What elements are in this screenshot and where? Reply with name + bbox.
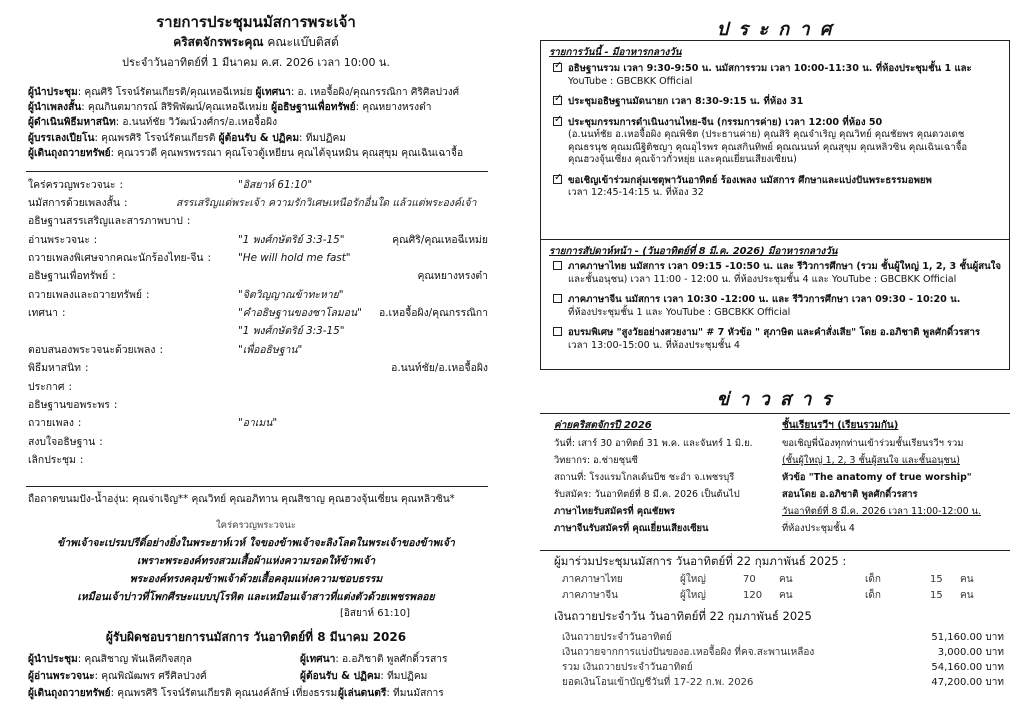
offering-label: ยอดเงินโอนเข้าบัญชีวันที่ 17-22 ก.พ. 2026: [562, 677, 754, 688]
next-staff-name: : คุณสิชาญ พันเลิศกิจสกุล: [77, 654, 193, 665]
service-item-colon: :: [159, 344, 163, 356]
service-item-colon: :: [85, 362, 89, 374]
service-date: ประจำวันอาทิตย์ที่ 1 มีนาคม ค.ศ. 2026 เวลา 10:00 น.: [122, 56, 390, 69]
checklist-item: [553, 327, 1005, 352]
service-item-person: อ.เหอจื้อผิง/คุณกรรณิกา: [379, 307, 488, 319]
next-staff-row: [300, 653, 448, 666]
staff-role: ผู้เดินถุงถวายทรัพย์: [28, 148, 111, 159]
service-item: [28, 306, 488, 320]
checkbox-icon: [553, 327, 562, 336]
checklist-item: [553, 294, 1005, 319]
checkbox-icon: [553, 175, 562, 184]
checklist-text: ประชุมอธิษฐานมัดนายก เวลา 8:30-9:15 น. ที่ห้อง 31: [568, 96, 804, 107]
staff-role: ผู้นำเพลงสั้น: [28, 102, 82, 113]
service-item-colon: :: [112, 270, 116, 282]
checklist-text: YouTube : GBCBKK Official: [568, 75, 693, 87]
checklist-text: ที่ห้องประชุมชั้น 1 และ YouTube : GBCBKK Official: [568, 306, 791, 318]
service-item-label: ถวายเพลงพิเศษจากคณะนักร้องไทย-จีน: [28, 252, 204, 264]
service-item: [28, 288, 488, 302]
next-staff-row: [300, 670, 427, 683]
service-item-detail: "อาเมน": [238, 417, 278, 429]
next-staff-role: ผู้อ่านพระวจนะ: [28, 671, 95, 682]
service-item-detail: "He will hold me fast": [238, 252, 351, 264]
staff-name: : อ.นนท์ชัย วิวัฒน์วงศ์กร/อ.เหอจื้อผิง: [115, 117, 278, 128]
service-item-detail: สรรเสริญแด่พระเจ้า ความรักวิเศษเหนือรักอื่นใด แล้วแต่พระองค์เจ้า: [176, 197, 477, 209]
today-header: รายการวันนี้ - มีอาหารกลางวัน: [549, 47, 682, 58]
attendance-cell: 15: [930, 590, 943, 601]
checklist-text: และชั้นอนุชน) เวลา 11:00 - 12:00 น. ที่ห้องประชุมชั้น 4 และ YouTube : GBCBKK Official: [568, 273, 957, 285]
class-line: สอนโดย อ.อภิชาติ พูลศักดิ์วรสาร: [782, 489, 918, 500]
checklist-line: [553, 117, 1005, 130]
checklist-line: [553, 129, 1005, 142]
staff-role: ผู้นำประชุม: [28, 87, 78, 98]
staff-row: [28, 86, 459, 99]
camp-line: สถานที่: โรงแรมโกลเด้นบีช ชะอำ จ.เพชรบุรี: [554, 472, 735, 483]
checklist-text: เวลา 12:45-14:15 น. ที่ห้อง 32: [568, 187, 704, 198]
checkbox-icon: [553, 117, 562, 126]
next-staff-name: : อ.อภิชาติ พูลศักดิ์วรสาร: [335, 654, 448, 665]
service-item-detail: "คำอธิษฐานของซาโลมอน": [238, 307, 362, 319]
checklist-line: [553, 63, 1005, 76]
offering-amount: 51,160.00 บาท: [931, 632, 1004, 643]
offering-amount: 3,000.00 บาท: [937, 647, 1004, 658]
service-item-colon: :: [145, 289, 150, 301]
attendance-cell: 120: [743, 590, 763, 601]
camp-line: รับสมัคร: วันอาทิตย์ที่ 8 มี.ค. 2026 เป็นต้นไป: [554, 489, 740, 500]
checklist-line: [553, 187, 1005, 200]
service-item-colon: :: [99, 436, 103, 448]
divider: [541, 239, 1009, 240]
staff-role: ผู้ดำเนินพิธีมหาสนิท: [28, 117, 116, 128]
attendance-cell: ผู้ใหญ่: [680, 590, 706, 601]
next-staff-row: [28, 670, 207, 683]
offering-amount: 54,160.00 บาท: [931, 662, 1004, 673]
service-item-label: พิธีมหาสนิท: [28, 362, 82, 374]
staff-row: [28, 132, 346, 145]
staff-name: : คุณศิริ โรจน์รัตนเกียรติ/คุณเหอฉีเหม่ย: [77, 87, 253, 98]
class-line: ขอเชิญพี่น้องทุกท่านเข้าร่วมชั้นเรียนรวีฯ รวม: [782, 438, 964, 449]
staff-role: ผู้บรรเลงเปียโน: [28, 133, 95, 144]
camp-line: ภาษาไทยรับสมัครที่ คุณชัยพร: [554, 506, 675, 517]
next-staff-role: ผู้ต้อนรับ & ปฏิคม: [300, 671, 381, 682]
next-staff-name: : คุณพรศิริ โรจน์รัตนเกียรติ คุณนงค์ลักษ์ เที่ยงธรรม: [110, 688, 338, 699]
service-item-detail: "อิสยาห์ 61:10": [238, 179, 313, 191]
service-item: [28, 398, 488, 412]
attendance-cell: คน: [960, 574, 974, 585]
service-item-label: ใคร่ครวญพระวจนะ: [28, 179, 116, 191]
announcements-panel: [540, 0, 1010, 725]
divider: [26, 171, 488, 172]
staff-name: : ทีมปฏิคม: [299, 133, 346, 144]
service-item: [28, 361, 488, 375]
service-item: [28, 214, 488, 228]
communion-servers: ถือถาดขนมปัง-น้ำองุ่น: คุณจ่าเจิญ** คุณวิทย์ คุณอภิทาน คุณสิชาญ คุณฮวงจุ้นเซี่ยน คุณหลิวซิน*: [28, 494, 455, 505]
checklist-text: คุณฮวงจุ้นเซี่ยง คุณจ้าวกั๋วหยุ่ย และคุณเยี่ยนเสียงเซียน): [568, 154, 797, 165]
checklist-text: คุณธรนุช คุณมณีฐิติชญา คุณอุไรพร คุณสกินทิพย์ คุณณนนท์ คุณสุขุม คุณหลิวซิน คุณเฉินเฉาจื้อ: [568, 141, 968, 153]
service-item-label: อธิษฐานเพื่อทรัพย์: [28, 270, 109, 282]
service-item-label: อธิษฐานสรรเสริญและสารภาพบาป: [28, 215, 183, 227]
camp-line: วันที่: เสาร์ 30 อาทิตย์ 31 พ.ค. และจันทร์ 1 มิ.ย.: [554, 438, 753, 449]
offering-label: เงินถวายประจำวันอาทิตย์: [562, 632, 672, 643]
offering-title: เงินถวายประจำวัน วันอาทิตย์ที่ 22 กุมภาพันธ์ 2025: [554, 609, 812, 623]
service-item-label: ตอบสนองพระวจนะด้วยเพลง: [28, 344, 156, 356]
announcements-box: [540, 40, 1010, 370]
service-item: [28, 453, 488, 467]
camp-line: วิทยากร: อ.ช่ายชุนซี: [554, 455, 638, 466]
news-title: ข่ า ว ส า ร: [716, 389, 834, 410]
next-staff-name: : ทีมปฏิคม: [380, 671, 428, 682]
verse-line: ข้าพเจ้าจะเปรมปรีดิ์อย่างยิ่งในพระยาห์เวห์ ใจของข้าพเจ้าจะลิงโลดในพระเจ้าของข้าพเจ้า: [57, 537, 455, 549]
service-item-label: อ่านพระวจนะ: [28, 234, 90, 246]
checkbox-icon: [553, 63, 562, 72]
service-item-colon: :: [113, 399, 118, 411]
attendance-cell: ผู้ใหญ่: [680, 574, 706, 585]
staff-name: : คุณพรศิริ โรจน์รัตนเกียรติ: [94, 133, 216, 144]
class-line: วันอาทิตย์ที่ 8 มี.ค. 2026 เวลา 11:00-12:00 น.: [782, 506, 981, 517]
attendance-cell: เด็ก: [865, 590, 881, 601]
checkbox-icon: [553, 96, 562, 105]
service-item-detail: "จิตวิญญาณข้าทะหาย": [238, 289, 344, 301]
offering-amount: 47,200.00 บาท: [931, 677, 1004, 688]
checklist-line: [553, 142, 1005, 155]
staff-name: : คุณวรวดี คุณพรพรรณา คุณโจวตู้เหยียน คุณไต้จุนหมิน คุณสุขุม คุณเฉินเฉาจื้อ: [110, 148, 464, 159]
checklist-text: ประชุมกรรมการดำเนินงานไทย-จีน (กรรมการค่าย) เวลา 12:00 ที่ห้อง 50: [568, 116, 883, 128]
service-item: [28, 435, 488, 449]
checklist-item: [553, 117, 1005, 167]
staff-row: [28, 116, 277, 129]
service-item-person: อ.นนท์ชัย/อ.เหอจื้อผิง: [391, 362, 488, 374]
service-item-colon: :: [61, 307, 66, 319]
service-item-label: ถวายเพลงและถวายทรัพย์: [28, 289, 142, 301]
verse-line: เพราะพระองค์ทรงสวมเสื้อผ้าแห่งความรอดให้ข้าพเจ้า: [136, 555, 376, 567]
checklist-text: (อ.นนท์ชัย อ.เหอจื้อผิง คุณพิชิต (ประธานค่าย) คุณสิริ คุณจำเริญ คุณวิทย์ คุณชัยพร คุณดวงเดช: [568, 129, 965, 140]
service-item-colon: :: [77, 417, 82, 429]
checkbox-icon: [553, 294, 562, 303]
service-item-colon: :: [119, 179, 123, 191]
announcements-title: ป ร ะ ก า ศ: [716, 19, 834, 40]
offering-label: เงินถวายจากการแบ่งปันของอ.เหอจื้อผิง ที่คจ.สะพานเหลือง: [562, 647, 815, 658]
service-item-label: เลิกประชุม: [28, 454, 76, 466]
attendance-cell: เด็ก: [865, 574, 881, 585]
service-item-colon: :: [207, 252, 212, 264]
next-staff-row: [338, 687, 444, 700]
church-name: คริสตจักรพระคุณ คณะแบ๊บติสต์: [173, 35, 339, 49]
staff-name: : คุณหยางหรงต๋า: [355, 102, 432, 113]
attendance-title: ผู้มาร่วมประชุมนมัสการ วันอาทิตย์ที่ 22 กุมภาพันธ์ 2025 :: [554, 554, 847, 568]
service-item-label: ถวายเพลง: [28, 417, 74, 429]
next-staff-row: [28, 687, 337, 700]
camp-title: ค่ายคริสตจักรปี 2026: [554, 420, 652, 431]
checklist-line: [553, 307, 1005, 320]
checklist-text: อบรมพิเศษ "สูงวัยอย่างสวยงาม" # 7 หัวข้อ " สุภาษิต และคำสั่งเสีย" โดย อ.อภิชาติ พูลศักดิ์วรสาร: [568, 327, 981, 338]
offering-label: รวม เงินถวายประจำวันอาทิตย์: [562, 662, 693, 673]
service-title: รายการประชุมนมัสการพระเจ้า: [156, 13, 356, 31]
checklist-text: ภาคภาษาไทย นมัสการ เวลา 09:15 -10:50 น. และ รีวิวการศึกษา (รวม ชั้นผู้ใหญ่ 1, 2, 3 ชั้นผู้สนใจ: [568, 261, 1001, 272]
verse-line: เหมือนเจ้าบ่าวที่โพกศีรษะแบบปุโรหิต และเหมือนเจ้าสาวที่แต่งตัวด้วยเพชรพลอย: [77, 591, 435, 603]
next-staff-role: ผู้เล่นดนตรี: [338, 688, 387, 699]
service-item-label: เทศนา: [28, 307, 58, 319]
next-staff-row: [28, 653, 192, 666]
checklist-item: [553, 63, 1005, 88]
service-item-colon: :: [79, 454, 84, 466]
next-staff-role: ผู้นำประชุม: [28, 654, 78, 665]
attendance-cell: 70: [743, 574, 756, 585]
checklist-line: [553, 154, 1005, 167]
service-item: [28, 178, 488, 192]
class-line: ที่ห้องประชุมชั้น 4: [782, 523, 855, 534]
checklist-line: [553, 340, 1005, 353]
service-item-detail: "เพื่ออธิษฐาน": [238, 344, 303, 356]
next-staff-role: ผู้เดินถุงถวายทรัพย์: [28, 688, 111, 699]
checklist-line: [553, 274, 1005, 287]
class-line: หัวข้อ "The anatomy of true worship": [782, 472, 972, 483]
checklist-line: [553, 261, 1005, 274]
service-item-colon: :: [123, 197, 128, 209]
class-title: ชั้นเรียนรวีฯ (เรียนรวมกัน): [782, 420, 899, 431]
service-item-colon: :: [68, 381, 72, 393]
checklist-item: [553, 96, 1005, 109]
next-week-header: รายการสัปดาห์หน้า - (วันอาทิตย์ที่ 8 มี.ค. 2026) มีอาหารกลางวัน: [549, 246, 838, 257]
service-item: [28, 343, 488, 357]
attendance-cell: คน: [960, 590, 974, 601]
checklist-text: เวลา 13:00-15:00 น. ที่ห้องประชุมชั้น 4: [568, 339, 740, 351]
staff-name: : อ. เหอจื้อผิง/คุณกรรณิกา ศิริศิลปวงศ์: [290, 87, 460, 98]
service-item-label: สงบใจอธิษฐาน: [28, 436, 96, 448]
checklist-line: [553, 327, 1005, 340]
verse-line: พระองค์ทรงคลุมข้าพเจ้าด้วยเสื้อคลุมแห่งความชอบธรรม: [129, 573, 383, 585]
attendance-cell: คน: [779, 574, 793, 585]
next-staff-role: ผู้เทศนา: [300, 654, 336, 665]
checklist-text: ขอเชิญเข้าร่วมกลุ่มเชตุพาวันอาทิตย์ ร้องเพลง นมัสการ ศึกษาและแบ่งปันพระธรรมอพยพ: [568, 174, 932, 186]
service-item-person: คุณศิริ/คุณเหอฉีเหม่ย: [392, 234, 488, 246]
verse-reference: [อิสยาห์ 61:10]: [340, 608, 410, 619]
service-item-person: คุณหยางหรงต๋า: [417, 270, 488, 282]
staff-row: [28, 147, 463, 160]
attendance-cell: 15: [930, 574, 943, 585]
service-item-colon: :: [93, 234, 98, 246]
checklist-line: [553, 96, 1005, 109]
service-item: [28, 416, 488, 430]
service-item: [28, 269, 488, 283]
next-staff-name: : คุณพิณัฒพร ศรีศิลปวงศ์: [94, 671, 207, 682]
news-box: [540, 413, 1010, 551]
checklist-text: อธิษฐานรวม เวลา 9:30-9:50 น. นมัสการรวม เวลา 10:00-11:30 น. ที่ห้องประชุมชั้น 1 และ: [568, 63, 972, 74]
attendance-cell: ภาคภาษาจีน: [562, 590, 619, 601]
checklist-item: [553, 261, 1005, 286]
service-item: [28, 380, 488, 394]
service-item-colon: :: [186, 215, 191, 227]
checklist-line: [553, 294, 1005, 307]
meditate-label: ใคร่ครวญพระวจนะ: [216, 520, 296, 531]
service-item: [28, 196, 488, 210]
service-item-label: ประกาศ: [28, 381, 65, 393]
next-staff-name: : ทีมนมัสการ: [386, 688, 444, 699]
checklist-line: [553, 175, 1005, 188]
service-item: [28, 251, 488, 265]
checkbox-icon: [553, 261, 562, 270]
service-item-label: นมัสการด้วยเพลงสั้น: [28, 197, 120, 209]
staff-name: : คุณกินตมากรณ์ สิริพิพัฒน์/คุณเหอฉีเหม่ย: [81, 102, 268, 113]
next-week-title: ผู้รับผิดชอบรายการนมัสการ วันอาทิตย์ที่ 8 มีนาคม 2026: [105, 630, 407, 644]
camp-line: ภาษาจีนรับสมัครที่ คุณเยี่ยนเสียงเซียน: [554, 523, 709, 534]
staff-role: ผู้เทศนา: [255, 87, 291, 98]
staff-role: ผู้อธิษฐานเพื่อทรัพย์: [271, 102, 356, 113]
checklist-item: [553, 175, 1005, 200]
checklist-text: ภาคภาษาจีน นมัสการ เวลา 10:30 -12:00 น. และ รีวิวการศึกษา เวลา 09:30 - 10:20 น.: [568, 294, 961, 305]
attendance-cell: คน: [779, 590, 793, 601]
service-item-detail: "1 พงศ์กษัตริย์ 3:3-15": [238, 234, 345, 246]
service-item: [28, 233, 488, 247]
service-item-detail: "1 พงศ์กษัตริย์ 3:3-15": [238, 325, 345, 337]
attendance-cell: ภาคภาษาไทย: [562, 574, 623, 585]
divider: [26, 486, 488, 487]
staff-row: [28, 101, 431, 114]
staff-role: ผู้ต้อนรับ & ปฏิคม: [218, 133, 300, 144]
class-line: (ชั้นผู้ใหญ่ 1, 2, 3 ชั้นผู้สนใจ และชั้นอนุชน): [782, 455, 960, 466]
service-item-label: อธิษฐานขอพระพร: [28, 399, 110, 411]
checklist-line: [553, 76, 1005, 89]
